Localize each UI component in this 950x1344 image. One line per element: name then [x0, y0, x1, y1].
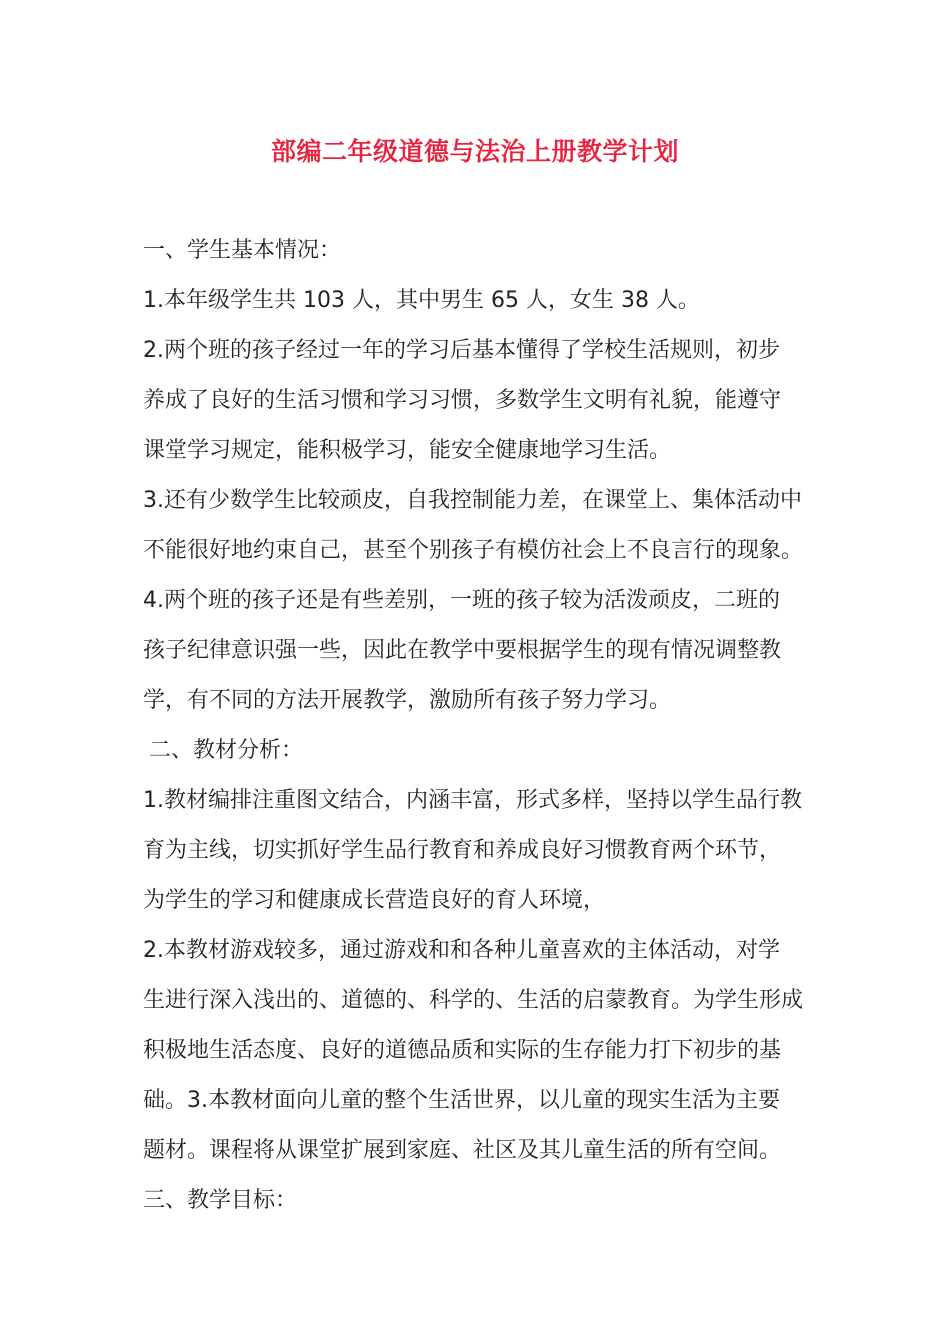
paragraph-line: 育为主线，切实抓好学生品行教育和养成良好习惯教育两个环节，	[143, 838, 782, 863]
paragraph-line: 不能很好地约束自己，甚至个别孩子有模仿社会上不良言行的现象。	[143, 538, 804, 563]
paragraph-line: 2.两个班的孩子经过一年的学习后基本懂得了学校生活规则，初步	[143, 338, 780, 363]
paragraph-line: 1.教材编排注重图文结合，内涵丰富，形式多样，坚持以学生品行教	[143, 788, 802, 813]
paragraph-line: 积极地生活态度、良好的道德品质和实际的生存能力打下初步的基	[143, 1038, 782, 1063]
paragraph-line: 学，有不同的方法开展教学，激励所有孩子努力学习。	[143, 688, 672, 713]
paragraph-line: 2.本教材游戏较多，通过游戏和和各种儿童喜欢的主体活动，对学	[143, 938, 780, 963]
section-heading-goals: 三、教学目标：	[143, 1188, 298, 1213]
paragraph-line: 生进行深入浅出的、道德的、科学的、生活的启蒙教育。为学生形成	[143, 988, 804, 1013]
paragraph-line: 3.还有少数学生比较顽皮，自我控制能力差，在课堂上、集体活动中	[143, 488, 802, 513]
paragraph-line: 养成了良好的生活习惯和学习习惯，多数学生文明有礼貌，能遵守	[143, 388, 782, 413]
section-heading-materials: 二、教材分析：	[149, 738, 304, 763]
paragraph-line: 础。3.本教材面向儿童的整个生活世界，以儿童的现实生活为主要	[143, 1088, 780, 1113]
paragraph-line: 4.两个班的孩子还是有些差别，一班的孩子较为活泼顽皮，二班的	[143, 588, 780, 613]
paragraph-line: 为学生的学习和健康成长营造良好的育人环境，	[143, 888, 606, 913]
document-body	[143, 226, 809, 1226]
document-title: 部编二年级道德与法治上册教学计划	[270, 137, 679, 166]
paragraph-line: 题材。课程将从课堂扩展到家庭、社区及其儿童生活的所有空间。	[143, 1138, 782, 1163]
paragraph-line: 孩子纪律意识强一些，因此在教学中要根据学生的现有情况调整教	[143, 638, 782, 663]
paragraph-line: 1.本年级学生共 103 人，其中男生 65 人，女生 38 人。	[143, 288, 700, 313]
section-heading-students: 一、学生基本情况：	[143, 238, 342, 263]
paragraph-line: 课堂学习规定，能积极学习，能安全健康地学习生活。	[143, 438, 672, 463]
